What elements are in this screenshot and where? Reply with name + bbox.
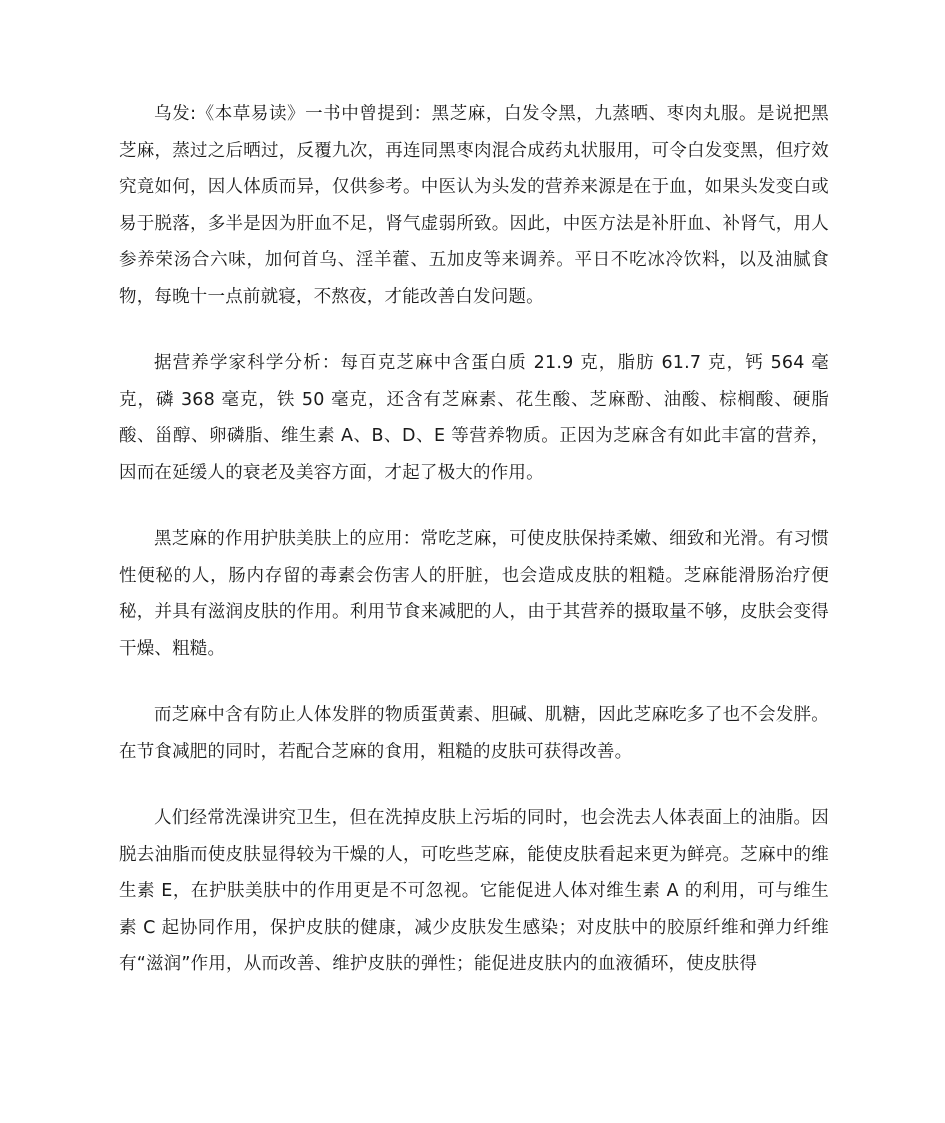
paragraph-skin-care: 黑芝麻的作用护肤美肤上的应用：常吃芝麻，可使皮肤保持柔嫩、细致和光滑。有习惯性便秘的人，肠内存留的毒素会伤害人的肝脏，也会造成皮肤的粗糙。芝麻能滑肠治疗便秘，并具有滋润皮肤的作用。利用节食来减肥的人，由于其营养的摄取量不够，皮肤会变得干燥、粗糙。 (119, 529, 829, 659)
document-body (119, 96, 829, 1013)
paragraph-hair-blackening: 乌发:《本草易读》一书中曾提到：黑芝麻，白发令黑，九蒸晒、枣肉丸服。是说把黑芝麻，蒸过之后晒过，反覆九次，再连同黑枣肉混合成药丸状服用，可令白发变黑，但疗效究竟如何，因人体质而异，仅供参考。中医认为头发的营养来源是在于血，如果头发变白或易于脱落，多半是因为肝血不足，肾气虚弱所致。因此，中医方法是补肝血、补肾气，用人参养荣汤合六味，加何首乌、淫羊藿、五加皮等来调养。平日不吃冰冷饮料，以及油腻食物，每晚十一点前就寝，不熬夜，才能改善白发问题。 (119, 104, 829, 307)
paragraph-weight-loss: 而芝麻中含有防止人体发胖的物质蛋黄素、胆碱、肌糖，因此芝麻吃多了也不会发胖。在节食减肥的同时，若配合芝麻的食用，粗糙的皮肤可获得改善。 (119, 705, 829, 762)
paragraph-nutrition-analysis: 据营养学家科学分析：每百克芝麻中含蛋白质 21.9 克，脂肪 61.7 克，钙 564 毫克，磷 368 毫克，铁 50 毫克，还含有芝麻素、花生酸、芝麻酚、油酸、棕榈酸、硬脂酸、甾醇、卵磷脂、维生素 A、B、D、E 等营养物质。正因为芝麻含有如此丰富的营养，因而在延缓人的衰老及美容方面，才起了极大的作用。 (119, 353, 829, 483)
paragraph-vitamin-e: 人们经常洗澡讲究卫生，但在洗掉皮肤上污垢的同时，也会洗去人体表面上的油脂。因脱去油脂而使皮肤显得较为干燥的人，可吃些芝麻，能使皮肤看起来更为鲜亮。芝麻中的维生素 E，在护肤美肤中的作用更是不可忽视。它能促进人体对维生素 A 的利用，可与维生素 C 起协同作用，保护皮肤的健康，减少皮肤发生感染；对皮肤中的胶原纤维和弹力纤维有“滋润”作用，从而改善、维护皮肤的弹性；能促进皮肤内的血液循环，使皮肤得 (119, 808, 829, 974)
